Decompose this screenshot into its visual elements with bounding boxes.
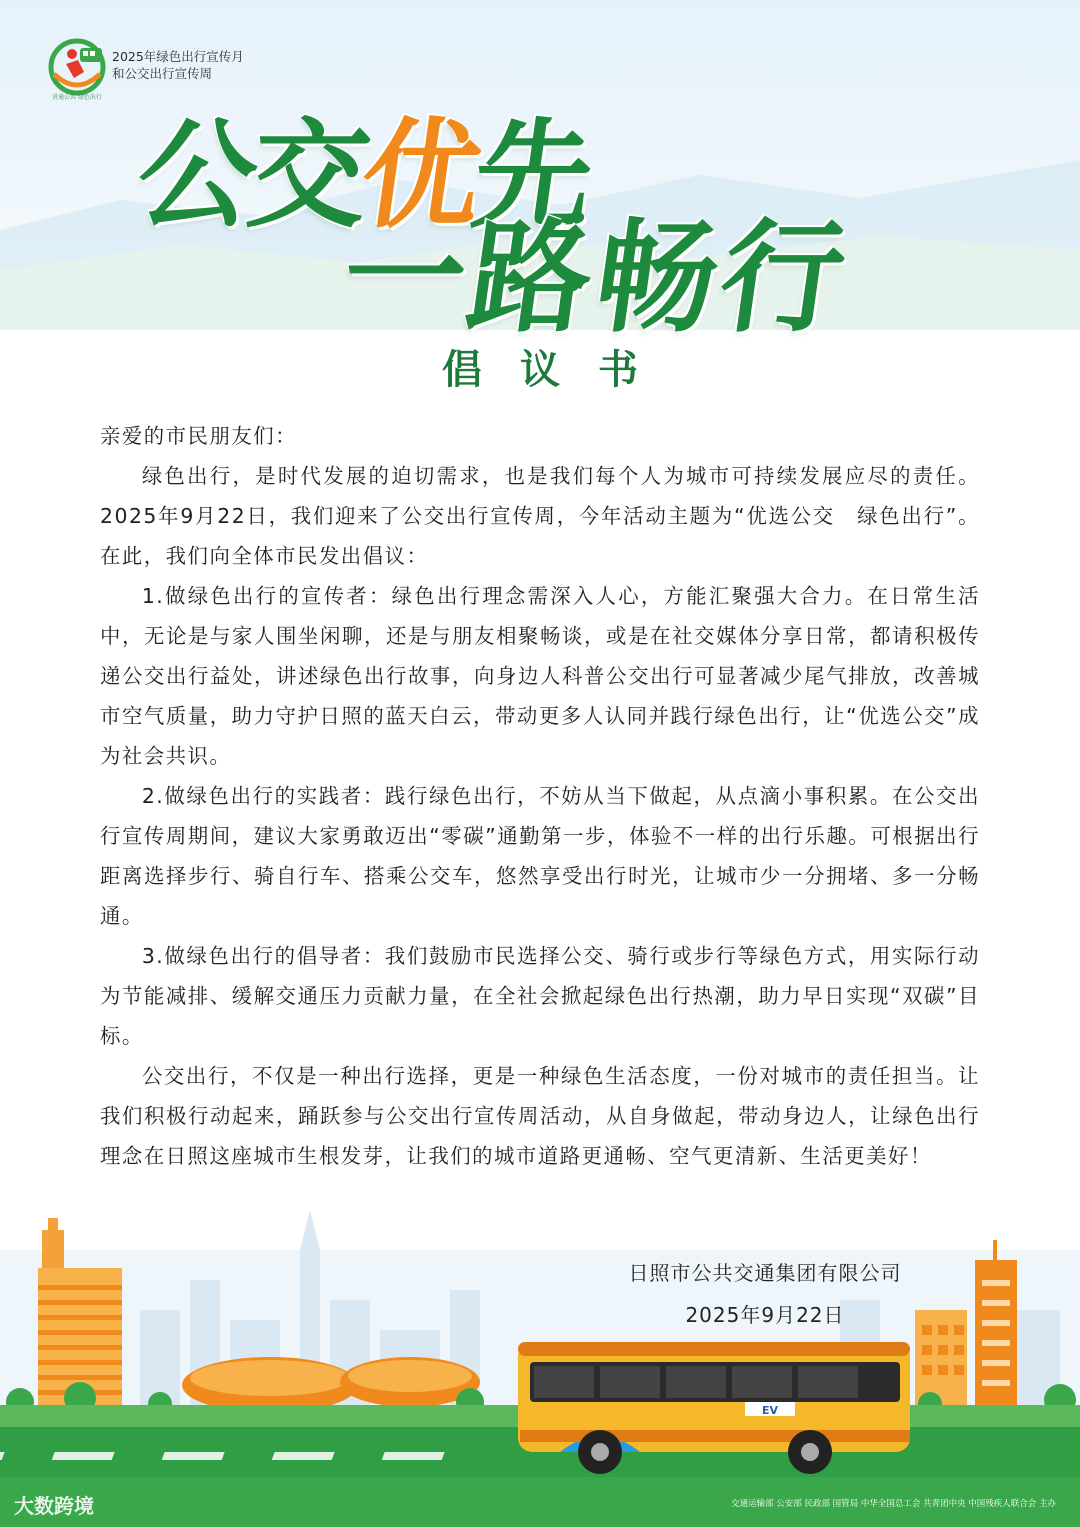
logo-caption: 讲通公共 绿色出行	[52, 94, 102, 101]
bus-plate: EV	[761, 1404, 779, 1417]
signature-date: 2025年9月22日	[685, 1303, 845, 1327]
headline-part3: 先	[464, 106, 597, 244]
document-title: 倡议书	[442, 346, 676, 393]
watermark: 大数跨境	[14, 1494, 94, 1518]
paragraph-intro: 绿色出行，是时代发展的迫切需求，也是我们每个人为城市可持续发展应尽的责任。2025年9月22日，我们迎来了公交出行宣传周，今年活动主题为“优选公交 绿色出行”。在此，我们向全体市民发出倡议：	[100, 464, 980, 568]
event-title-line1: 2025年绿色出行宣传月	[112, 49, 244, 64]
signature-org: 日照市公共交通集团有限公司	[628, 1261, 902, 1285]
event-title-line2: 和公交出行宣传周	[112, 66, 213, 81]
city-illustration	[0, 1190, 1080, 1527]
sponsor-list: 交通运输部 公安部 民政部 国管局 中华全国总工会 共青团中央 中国残疾人联合会 主办	[731, 1499, 1056, 1509]
paragraph-2: 2.做绿色出行的实践者：践行绿色出行，不妨从当下做起，从点滴小事积累。在公交出行宣传周期间，建议大家勇敢迈出“零碳”通勤第一步，体验不一样的出行乐趣。可根据出行距离选择步行、骑自行车、搭乘公交车，悠然享受出行时光，让城市少一分拥堵、多一分畅通。	[100, 784, 980, 928]
paragraph-1: 1.做绿色出行的宣传者：绿色出行理念需深入人心，方能汇聚强大合力。在日常生活中，无论是与家人围坐闲聊，还是与朋友相聚畅谈，或是在社交媒体分享日常，都请积极传递公交出行益处，讲述绿色出行故事，向身边人科普公交出行可显著减少尾气排放，改善城市空气质量，助力守护日照的蓝天白云，带动更多人认同并践行绿色出行，让“优选公交”成为社会共识。	[100, 584, 980, 768]
headline-part2: 优	[352, 106, 485, 244]
headline	[0, 0, 1080, 349]
salutation: 亲爱的市民朋友们：	[100, 424, 298, 448]
paragraph-closing: 公交出行，不仅是一种出行选择，更是一种绿色生活态度，一份对城市的责任担当。让我们积极行动起来，踊跃参与公交出行宣传周活动，从自身做起，带动身边人，让绿色出行理念在日照这座城市生根发芽，让我们的城市道路更通畅、空气更清新、生活更美好！	[100, 1064, 980, 1168]
paragraph-3: 3.做绿色出行的倡导者：我们鼓励市民选择公交、骑行或步行等绿色方式，用实际行动为节能减排、缓解交通压力贡献力量，在全社会掀起绿色出行热潮，助力早日实现“双碳”目标。	[100, 944, 980, 1048]
headline-part1: 公交	[128, 106, 373, 244]
signature	[600, 1252, 930, 1336]
document-body	[100, 416, 980, 1176]
headline-line2: 一路畅行	[333, 207, 858, 349]
